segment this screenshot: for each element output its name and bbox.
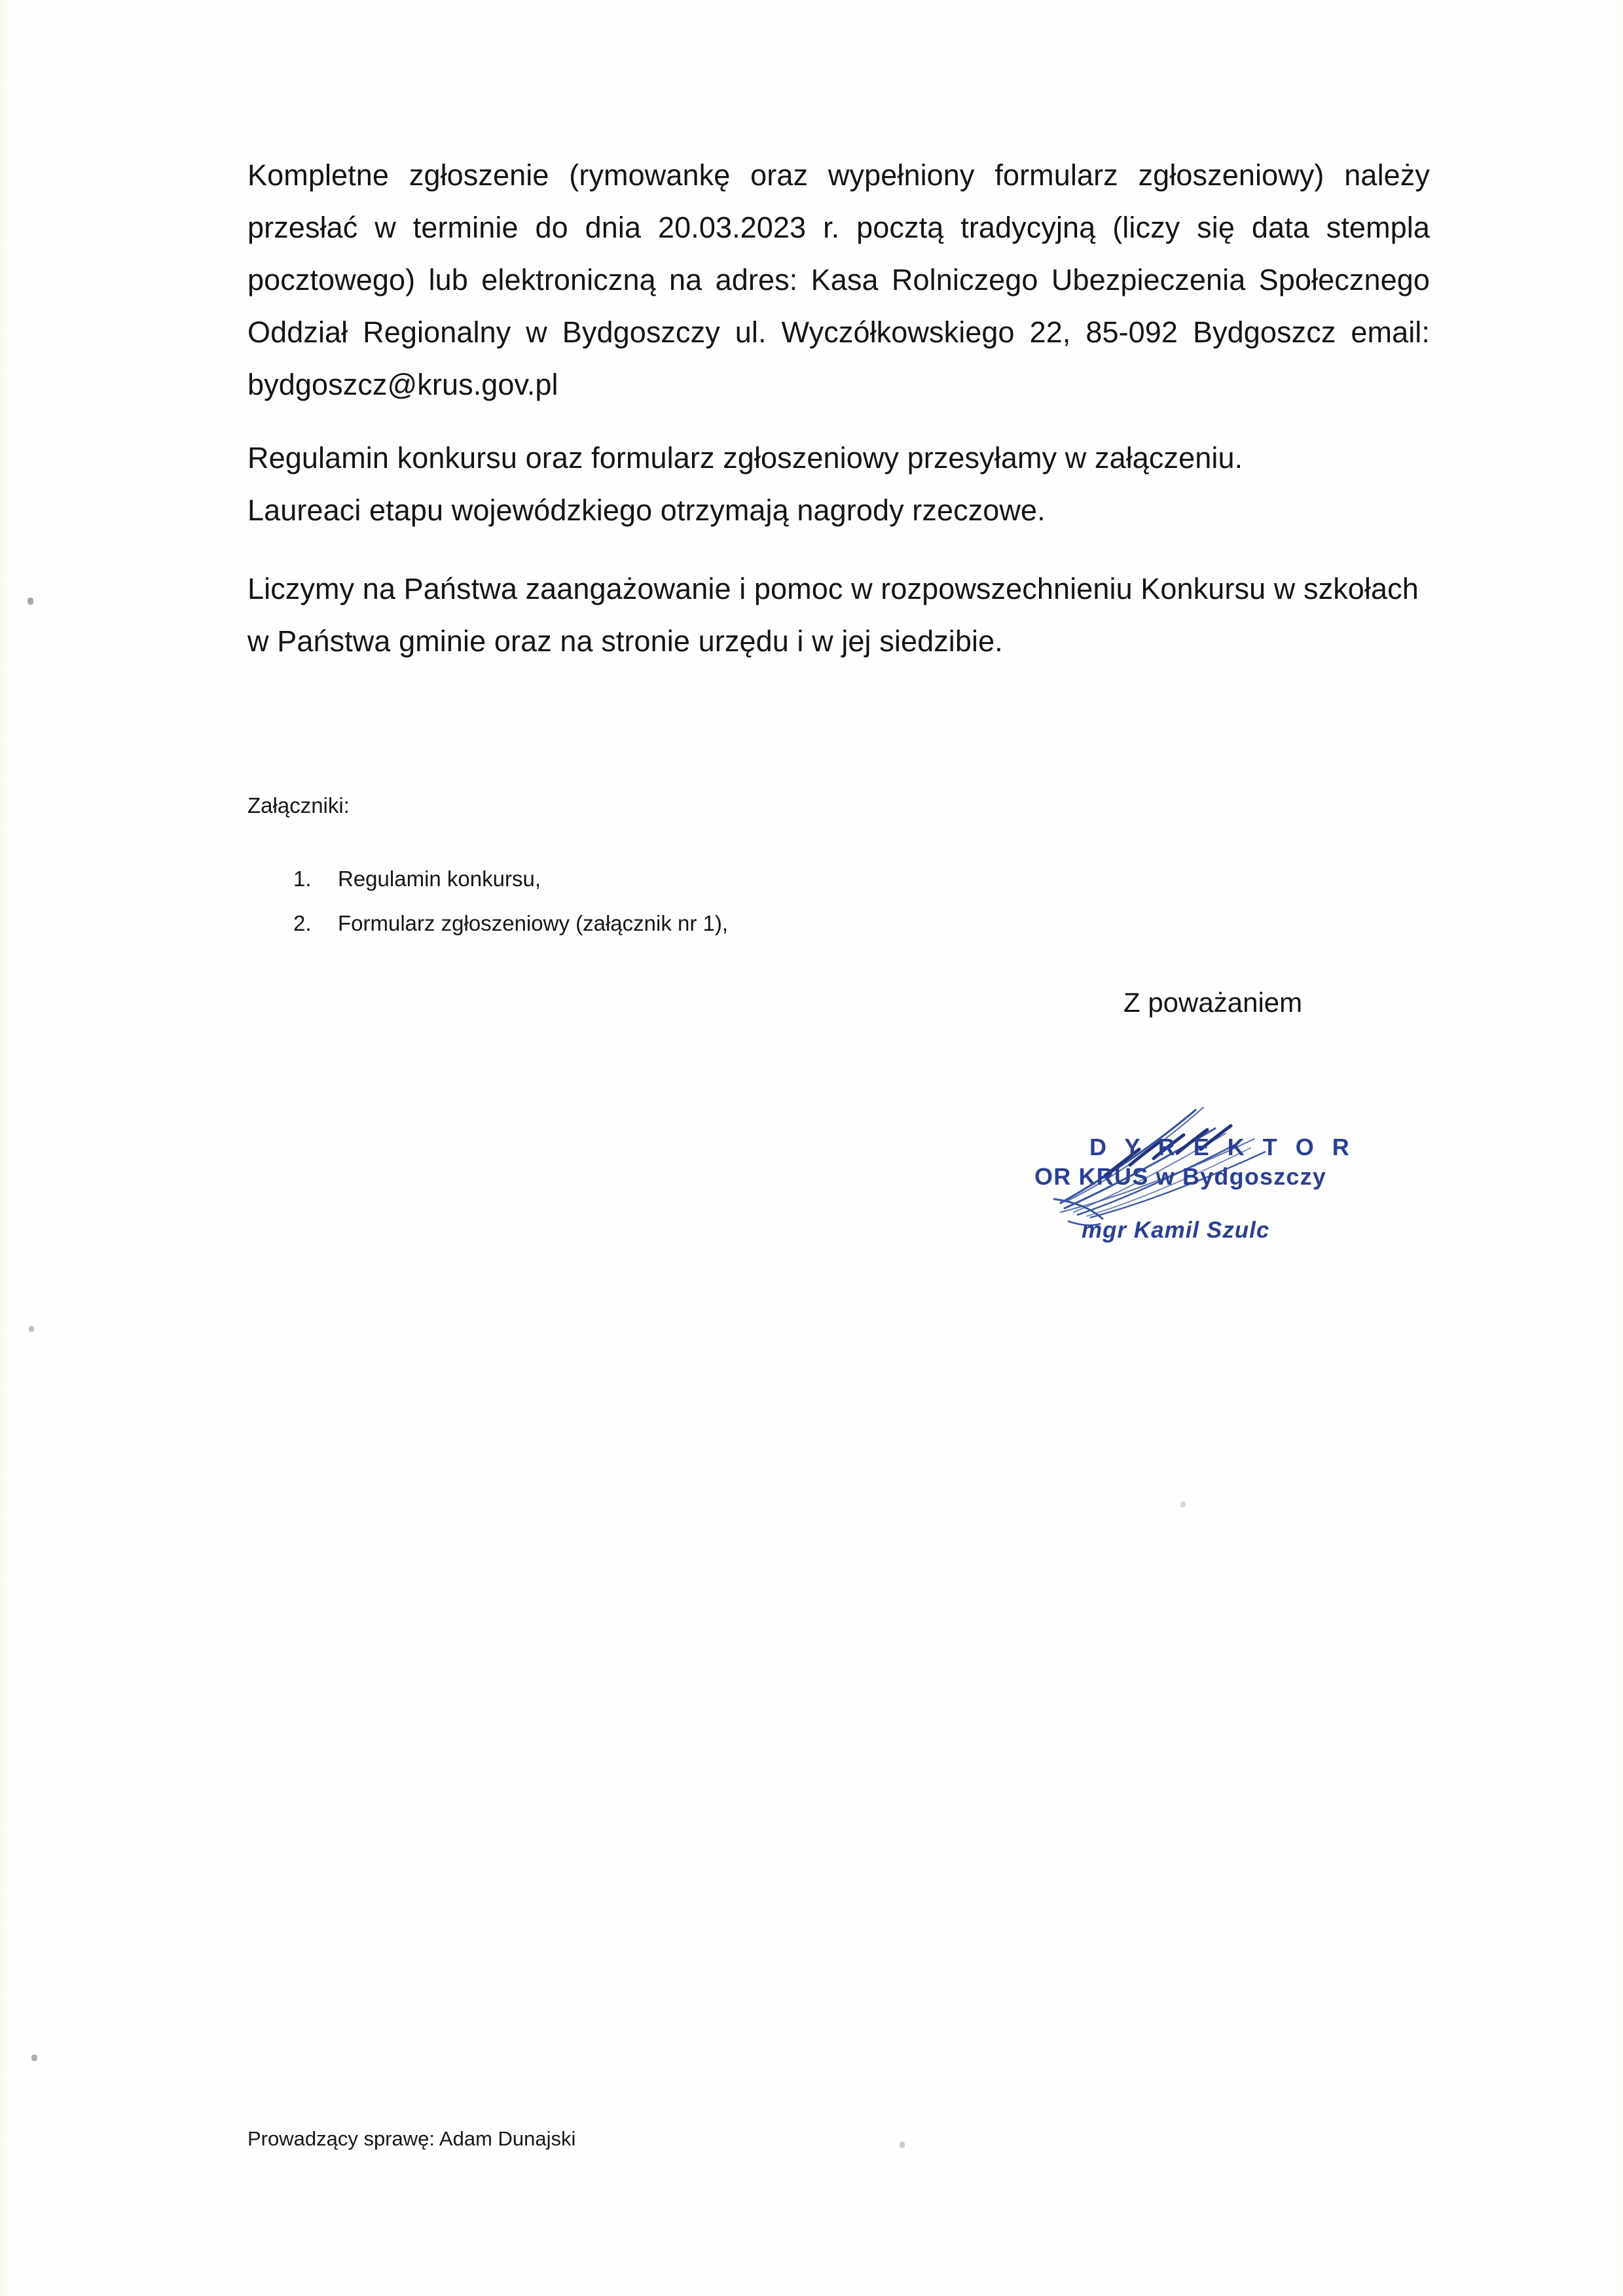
paragraph-prizes-text: Laureaci etapu wojewódzkiego otrzymają nagrody rzeczowe. <box>247 493 1046 527</box>
list-item <box>293 864 728 894</box>
list-item <box>293 908 728 939</box>
scan-edge-right <box>1611 0 1623 2296</box>
scan-speck <box>900 2142 905 2148</box>
attachments-list <box>293 864 728 953</box>
stamp-office: OR KRUS w Bydgoszczy <box>1034 1163 1327 1190</box>
paragraph-rules-attached-text: Regulamin konkursu oraz formularz zgłoszeniowy przesyłamy w załączeniu. <box>247 441 1243 475</box>
signature-name: mgr Kamil Szulc <box>1082 1217 1270 1243</box>
paragraph-rules-attached <box>247 432 1430 484</box>
scan-speck <box>29 1326 34 1332</box>
scan-speck <box>27 598 33 605</box>
paragraph-appeal-for-help <box>247 563 1430 668</box>
paragraph-prizes <box>247 484 1430 537</box>
paragraph-appeal-for-help-text: Liczymy na Państwa zaangażowanie i pomoc w rozpowszechnieniu Konkursu w szkołach w Państwa gminie oraz na stronie urzędu i w jej siedzibie. <box>247 572 1419 658</box>
list-item-label: Regulamin konkursu, <box>338 867 541 891</box>
list-item-number: 1. <box>293 867 312 891</box>
attachments-label: Załączniki: <box>247 793 350 817</box>
paragraph-submission-instructions <box>247 149 1430 411</box>
scan-speck <box>31 2054 37 2061</box>
footer-case-handler: Prowadzący sprawę: Adam Dunajski <box>247 2127 576 2150</box>
director-stamp-block <box>1034 1060 1401 1257</box>
stamp-title: D Y R E K T O R <box>1089 1134 1355 1160</box>
signoff-greeting: Z poważaniem <box>1123 987 1303 1018</box>
list-item-label: Formularz zgłoszeniowy (załącznik nr 1), <box>338 911 729 935</box>
paragraph-submission-instructions-text: Kompletne zgłoszenie (rymowankę oraz wypełniony formularz zgłoszeniowy) należy przesłać w terminie do dnia 20.03.2023 r. pocztą tradycyjną (liczy się data stempla pocztowego) lub elektroniczną na adres: Kasa Rolniczego Ubezpieczenia Społecznego Oddział Regionalny w Bydgoszczy ul. Wyczółkowskiego 22, 85-092 Bydgoszcz email: bydgoszcz@krus.gov.pl <box>247 158 1430 401</box>
scan-speck <box>1180 1501 1186 1507</box>
list-item-number: 2. <box>293 911 312 935</box>
scan-edge-left <box>0 0 17 2296</box>
